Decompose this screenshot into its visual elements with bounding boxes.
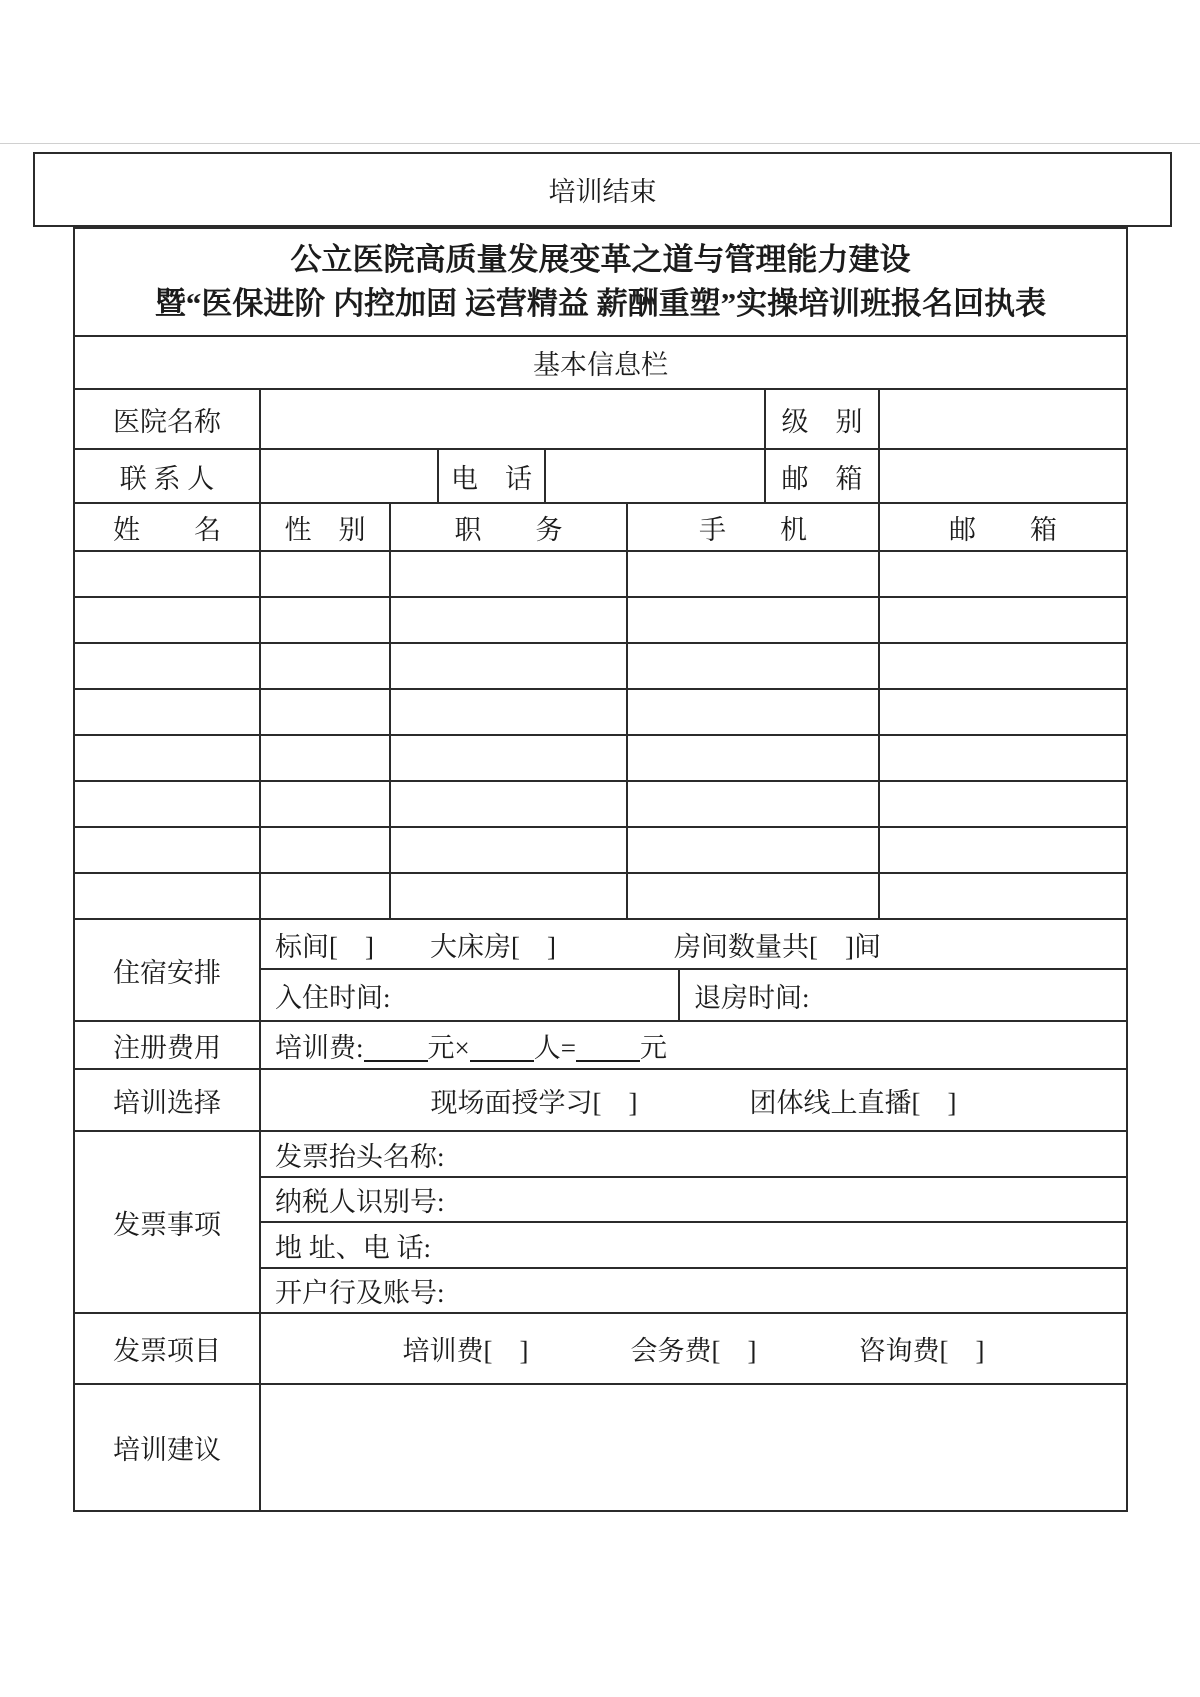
invoice-bank-field[interactable]: [260, 1268, 1127, 1313]
roster-mobile-cell[interactable]: [627, 551, 879, 597]
onsite-training-option[interactable]: 现场面授学习[ ]: [430, 1087, 638, 1118]
roster-mobile-cell[interactable]: [627, 597, 879, 643]
roster-email-cell[interactable]: [879, 689, 1127, 735]
invoice-items-row: [74, 1313, 1127, 1384]
checkout-field[interactable]: [679, 969, 1127, 1021]
fee-unit3: 元: [639, 1032, 667, 1063]
roster-row: [74, 597, 1127, 643]
roster-mobile-cell[interactable]: [627, 873, 879, 919]
roster-gender-cell[interactable]: [260, 781, 390, 827]
roster-position-cell[interactable]: [390, 551, 627, 597]
training-choice-label: 培训选择: [74, 1069, 260, 1131]
roster-name-cell[interactable]: [74, 689, 260, 735]
roster-row: [74, 643, 1127, 689]
checkin-field[interactable]: [260, 969, 679, 1021]
room-type-cell: [260, 919, 1127, 969]
section-header-row: [74, 336, 1127, 389]
roster-name-cell[interactable]: [74, 827, 260, 873]
roster-position-cell[interactable]: [390, 689, 627, 735]
roster-header-gender: 性 别: [260, 503, 390, 551]
invoice-label: 发票事项: [74, 1131, 260, 1313]
roster-position-cell[interactable]: [390, 827, 627, 873]
roster-position-cell[interactable]: [390, 873, 627, 919]
training-choice-row: [74, 1069, 1127, 1131]
roster-mobile-cell[interactable]: [627, 735, 879, 781]
hospital-level-label: 级 别: [765, 389, 879, 449]
hospital-level-input[interactable]: [879, 389, 1127, 449]
invoice-address-field[interactable]: [260, 1222, 1127, 1268]
invoice-title-field[interactable]: [260, 1131, 1127, 1177]
roster-name-cell[interactable]: [74, 551, 260, 597]
fee-amount-blank[interactable]: [364, 1034, 428, 1062]
invoice-taxid-label: 纳税人识别号:: [275, 1187, 445, 1217]
roster-row: [74, 873, 1127, 919]
roster-gender-cell[interactable]: [260, 827, 390, 873]
contact-phone-label: 电 话: [438, 449, 545, 503]
invoice-row-1: [74, 1131, 1127, 1177]
invoice-items-cell: [260, 1313, 1127, 1384]
contact-label: 联 系 人: [74, 449, 260, 503]
roster-email-cell[interactable]: [879, 735, 1127, 781]
form-title: [74, 228, 1127, 336]
roster-row: [74, 735, 1127, 781]
roster-mobile-cell[interactable]: [627, 689, 879, 735]
status-banner: [33, 152, 1172, 227]
registration-form-table: [73, 227, 1128, 1512]
roster-name-cell[interactable]: [74, 597, 260, 643]
registration-fee-row: [74, 1021, 1127, 1069]
roster-header-name: 姓 名: [74, 503, 260, 551]
roster-position-cell[interactable]: [390, 781, 627, 827]
contact-email-input[interactable]: [879, 449, 1127, 503]
roster-mobile-cell[interactable]: [627, 781, 879, 827]
consulting-fee-option[interactable]: 咨询费[ ]: [858, 1336, 985, 1366]
roster-header-email: 邮 箱: [879, 503, 1127, 551]
roster-email-cell[interactable]: [879, 781, 1127, 827]
fee-unit1: 元×: [427, 1032, 470, 1063]
contact-email-label: 邮 箱: [765, 449, 879, 503]
invoice-taxid-field[interactable]: [260, 1177, 1127, 1222]
form-title-line1: 公立医院高质量发展变革之道与管理能力建设: [290, 242, 911, 277]
registration-fee-label: 注册费用: [74, 1021, 260, 1069]
roster-header-position: 职 务: [390, 503, 627, 551]
roster-position-cell[interactable]: [390, 643, 627, 689]
fee-total-blank[interactable]: [576, 1034, 640, 1062]
roster-gender-cell[interactable]: [260, 643, 390, 689]
contact-name-input[interactable]: [260, 449, 438, 503]
roster-gender-cell[interactable]: [260, 735, 390, 781]
roster-name-cell[interactable]: [74, 873, 260, 919]
roster-gender-cell[interactable]: [260, 873, 390, 919]
roster-row: [74, 827, 1127, 873]
accommodation-label: 住宿安排: [74, 919, 260, 1021]
roster-email-cell[interactable]: [879, 643, 1127, 689]
hospital-name-input[interactable]: [260, 389, 765, 449]
roster-email-cell[interactable]: [879, 827, 1127, 873]
roster-email-cell[interactable]: [879, 551, 1127, 597]
roster-row: [74, 689, 1127, 735]
registration-fee-line[interactable]: [260, 1021, 1127, 1069]
invoice-title-label: 发票抬头名称:: [275, 1141, 445, 1172]
roster-gender-cell[interactable]: [260, 551, 390, 597]
suggestion-row: [74, 1384, 1127, 1511]
suggestion-input[interactable]: [260, 1384, 1127, 1511]
checkout-label: 退房时间:: [694, 982, 810, 1013]
contact-row: [74, 449, 1127, 503]
section-header: 基本信息栏: [74, 336, 1127, 389]
roster-gender-cell[interactable]: [260, 689, 390, 735]
roster-mobile-cell[interactable]: [627, 827, 879, 873]
training-fee-option[interactable]: 培训费[ ]: [402, 1336, 529, 1366]
fee-prefix: 培训费:: [275, 1032, 364, 1063]
page-divider: [0, 143, 1200, 144]
training-choice-cell: [260, 1069, 1127, 1131]
roster-name-cell[interactable]: [74, 643, 260, 689]
invoice-address-label: 地 址、电 话:: [275, 1232, 432, 1263]
standard-room-option[interactable]: 标间[ ]: [275, 931, 374, 962]
roster-position-cell[interactable]: [390, 597, 627, 643]
fee-unit2: 人=: [533, 1032, 576, 1063]
online-training-option[interactable]: 团体线上直播[ ]: [749, 1087, 957, 1118]
hospital-name-label: 医院名称: [74, 389, 260, 449]
roster-header-mobile: 手 机: [627, 503, 879, 551]
invoice-items-label: 发票项目: [74, 1313, 260, 1384]
suggestion-label: 培训建议: [74, 1384, 260, 1511]
contact-phone-input[interactable]: [545, 449, 765, 503]
roster-row: [74, 551, 1127, 597]
roster-row: [74, 781, 1127, 827]
form-title-line2: 暨“医保进阶 内控加固 运营精益 薪酬重塑”实操培训班报名回执表: [154, 286, 1047, 321]
fee-people-blank[interactable]: [470, 1034, 534, 1062]
accommodation-row-1: [74, 919, 1127, 969]
status-banner-text: 培训结束: [548, 177, 657, 207]
conference-fee-option[interactable]: 会务费[ ]: [630, 1336, 757, 1366]
roster-email-cell[interactable]: [879, 597, 1127, 643]
roster-mobile-cell[interactable]: [627, 643, 879, 689]
roster-name-cell[interactable]: [74, 735, 260, 781]
checkin-label: 入住时间:: [275, 982, 391, 1013]
invoice-bank-label: 开户行及账号:: [275, 1278, 445, 1308]
king-room-option[interactable]: 大床房[ ]: [429, 931, 556, 962]
roster-position-cell[interactable]: [390, 735, 627, 781]
room-count-option[interactable]: 房间数量共[ ]间: [673, 931, 881, 962]
roster-gender-cell[interactable]: [260, 597, 390, 643]
roster-email-cell[interactable]: [879, 873, 1127, 919]
hospital-row: [74, 389, 1127, 449]
roster-name-cell[interactable]: [74, 781, 260, 827]
roster-header-row: [74, 503, 1127, 551]
title-row: [74, 228, 1127, 336]
